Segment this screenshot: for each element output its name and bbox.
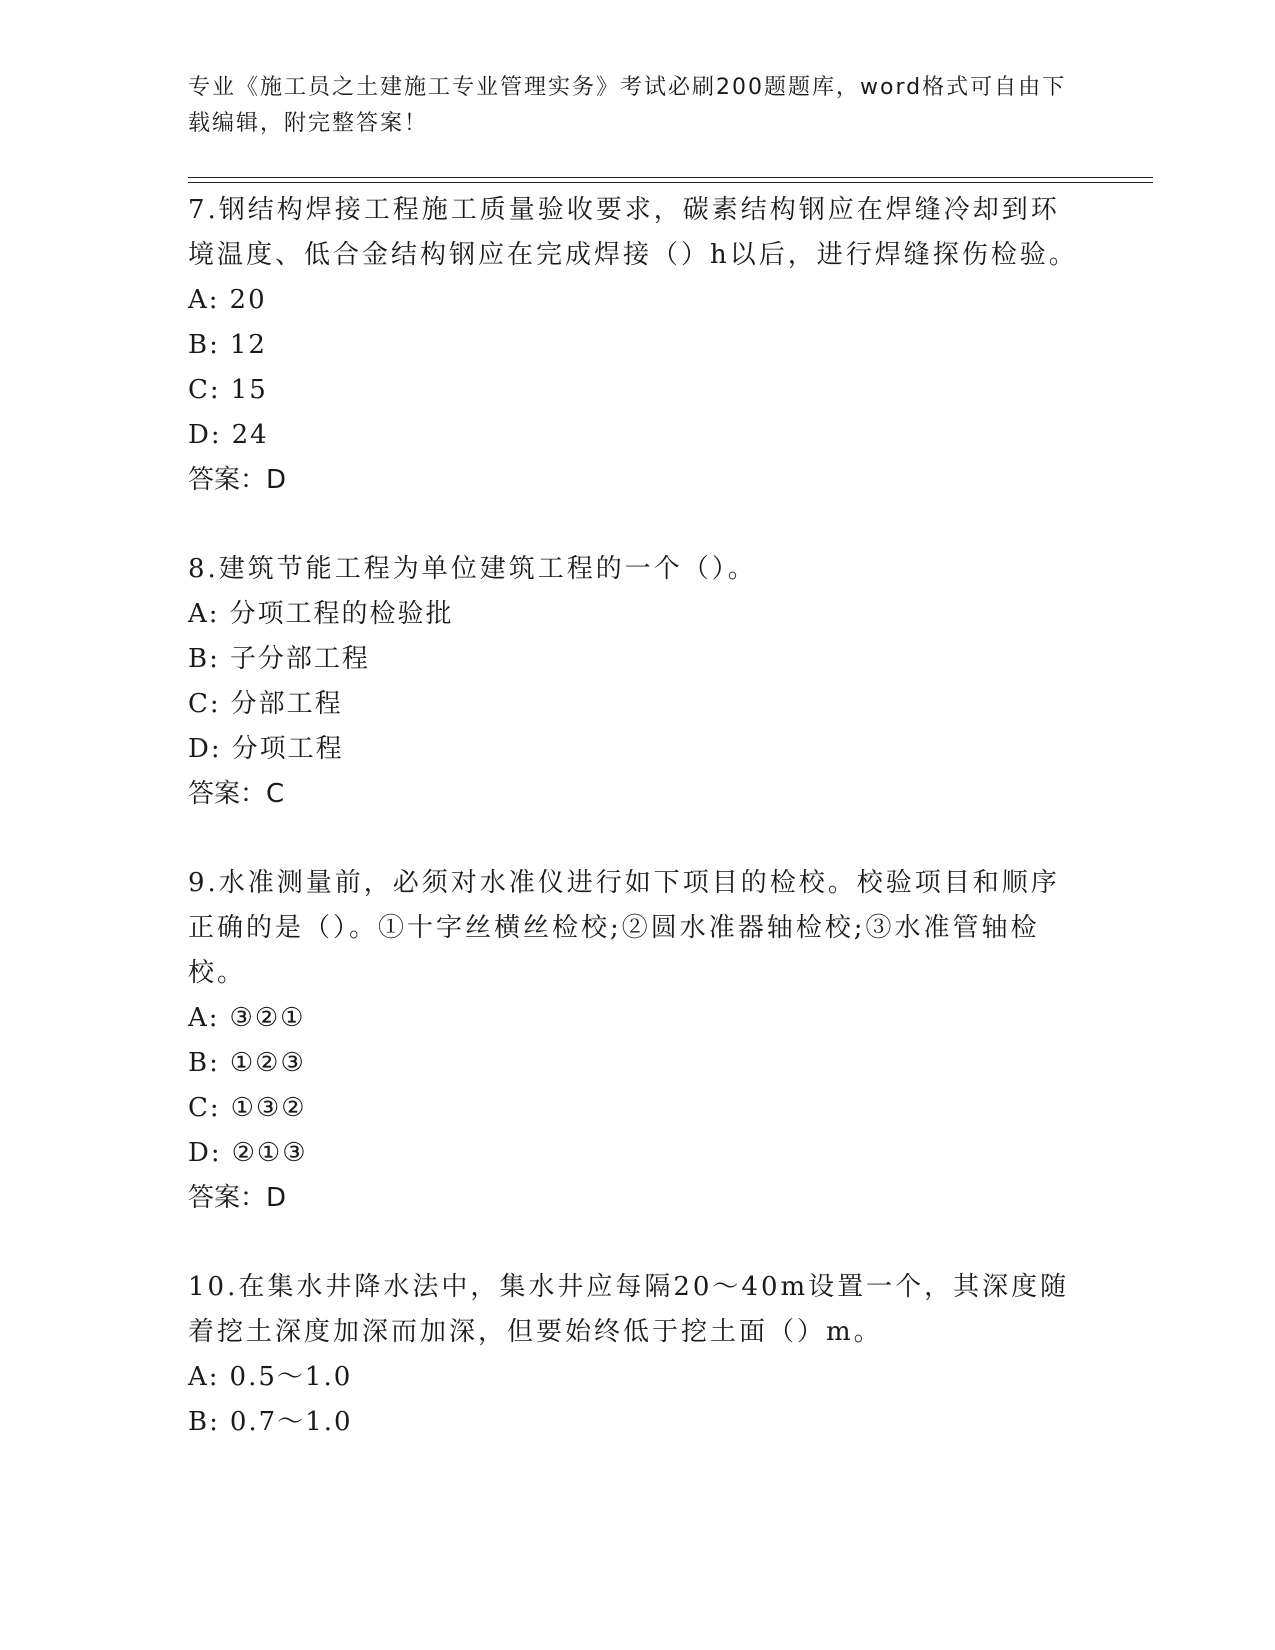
option-c [188,682,1088,727]
option-label: D: [188,734,222,764]
option-label: A: [188,1362,220,1392]
option-label: B: [188,1048,220,1078]
option-label: C: [188,375,221,405]
option-text: ①③② [230,1093,307,1123]
option-label: B: [188,330,220,360]
option-text: 20 [229,285,267,315]
option-a [188,278,1088,323]
option-label: B: [188,1407,220,1437]
option-b [188,637,1088,682]
option-text: 0.5～1.0 [229,1362,353,1392]
option-text: 分项工程的检验批 [229,599,454,629]
option-label: A: [188,599,220,629]
header-rule-bottom [188,182,1153,183]
option-label: C: [188,689,221,719]
option-d [188,727,1088,772]
option-a [188,592,1088,637]
option-text: 分部工程 [230,689,343,719]
option-b [188,1400,1088,1445]
option-b [188,323,1088,368]
option-label: D: [188,1138,222,1168]
question-7 [188,188,1088,503]
question-stem: 9.水准测量前，必须对水准仪进行如下项目的检校。校验项目和顺序正确的是（）。①十字丝横丝检校;②圆水准器轴检校;③水准管轴检校。 [188,868,1060,988]
option-d [188,413,1088,458]
answer: 答案：D [188,465,287,495]
answer: 答案：C [188,779,285,809]
option-label: B: [188,644,220,674]
option-text: 12 [229,330,267,360]
option-text: ②①③ [231,1138,308,1168]
answer: 答案：D [188,1183,287,1213]
option-text: 子分部工程 [229,644,370,674]
option-label: A: [188,1003,220,1033]
header-rule-top [188,177,1153,178]
question-10 [188,1265,1088,1445]
header-text: 专业《施工员之土建施工专业管理实务》考试必刷200题题库，word格式可自由下载编辑，附完整答案！ [188,75,1067,136]
question-8 [188,547,1088,817]
option-label: C: [188,1093,221,1123]
option-text: 0.7～1.0 [229,1407,353,1437]
question-stem: 10.在集水井降水法中，集水井应每隔20～40m设置一个，其深度随着挖土深度加深而加深，但要始终低于挖土面（）m。 [188,1272,1070,1347]
option-d [188,1131,1088,1176]
question-stem: 7.钢结构焊接工程施工质量验收要求，碳素结构钢应在焊缝冷却到环境温度、低合金结构钢应在完成焊接（）h以后，进行焊缝探伤检验。 [188,195,1078,270]
option-text: 15 [230,375,268,405]
option-text: 24 [231,420,269,450]
option-label: D: [188,420,222,450]
option-text: ①②③ [229,1048,306,1078]
option-label: A: [188,285,220,315]
option-text: 分项工程 [231,734,344,764]
option-c [188,1086,1088,1131]
question-stem: 8.建筑节能工程为单位建筑工程的一个（）。 [188,554,757,584]
question-list [188,188,1088,1489]
question-9 [188,861,1088,1221]
option-c [188,368,1088,413]
option-text: ③②① [229,1003,306,1033]
document-header [188,70,1068,142]
option-b [188,1041,1088,1086]
option-a [188,996,1088,1041]
option-a [188,1355,1088,1400]
